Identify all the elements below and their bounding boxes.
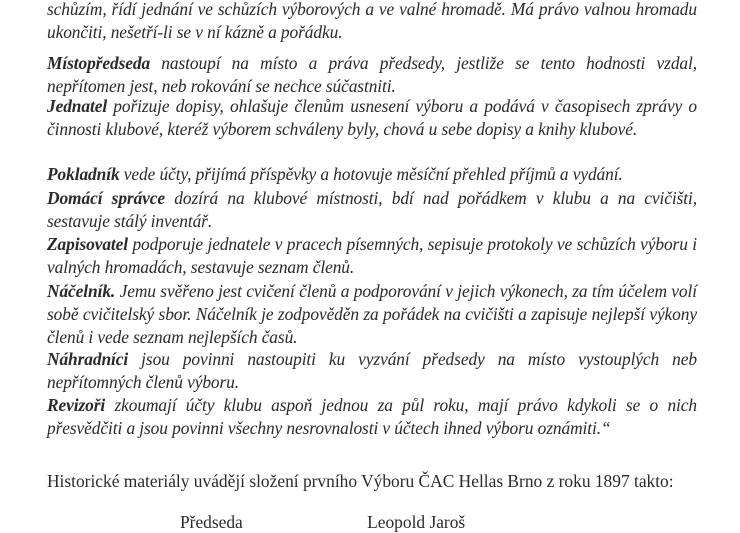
committee-list-first-row — [180, 512, 465, 533]
duty-paragraph-house-manager — [47, 187, 697, 233]
committee-member-name: Leopold Jaroš — [367, 512, 466, 532]
role-name: Zapisovatel — [47, 234, 129, 254]
role-name: Revizoři — [47, 395, 106, 415]
duty-paragraph-substitutes — [47, 348, 697, 394]
duty-paragraph-auditors — [47, 394, 697, 440]
role-name: Pokladník — [47, 164, 120, 184]
historical-note-text: Historické materiály uvádějí složení prvního Výboru ČAC Hellas Brno z roku 1897 takto: — [47, 471, 674, 491]
role-description: pořizuje dopisy, ohlašuje členům usnesení výboru a podává v časopisech zprávy o činnosti klubové, kteréž výborem schváleny byly, chová u sebe dopisy a knihy klubové. — [47, 96, 697, 139]
role-name: Jednatel — [47, 96, 108, 116]
historical-note-paragraph — [47, 470, 697, 493]
role-description: podporuje jednatele v pracech písemných, sepisuje protokoly ve schůzích výboru i valných hromadách, sestavuje seznam členů. — [47, 234, 697, 277]
opening-text: schůzím, řídí jednání ve schůzích výborových a ve valné hromadě. Má právo valnou hromadu ukončiti, nešetří-li se v ní kázně a pořádku. — [47, 0, 697, 42]
role-description: dozírá na klubové místnosti, bdí nad pořádkem v klubu a na cvičišti, sestavuje stálý inventář. — [47, 188, 698, 231]
duty-paragraph-chief — [47, 280, 697, 349]
role-description: nastoupí na místo a práva předsedy, jestliže se tento hodnosti vzdal, nepřítomen jest, neb rokování se nechce súčastniti. — [47, 53, 697, 96]
role-name: Náhradníci — [47, 349, 129, 369]
duty-paragraph-treasurer — [47, 163, 697, 186]
role-description: jsou povinni nastoupiti ku vyzvání předsedy na místo vystouplých neb nepřítomných členů výboru. — [47, 349, 697, 392]
role-description: vede účty, přijímá příspěvky a hotovuje měsíční přehled příjmů a vydání. — [119, 164, 623, 184]
duty-paragraph-secretary — [47, 95, 697, 141]
role-description: Jemu svěřeno jest cvičení členů a podporování v jejich výkonech, za tím účelem volí sobě cvičitelský sbor. Náčelník je zodpověděn za pořádek na cvičišti a zapisuje nejlepší výkony členů i vede seznam nejlepších časů. — [47, 281, 697, 347]
role-name: Místopředseda — [47, 53, 151, 73]
role-description: zkoumají účty klubu aspoň jednou za půl roku, mají právo kdykoli se o nich přesvědčiti a jsou povinni všechny nesrovnalosti v účtech ihned výboru oznámiti.“ — [47, 395, 697, 438]
opening-paragraph — [47, 0, 697, 44]
duty-paragraph-recorder — [47, 233, 697, 279]
role-name: Domácí správce — [47, 188, 166, 208]
duty-paragraph-vice-chair — [47, 52, 697, 98]
committee-position: Předseda — [180, 512, 243, 532]
role-name: Náčelník. — [47, 281, 116, 301]
